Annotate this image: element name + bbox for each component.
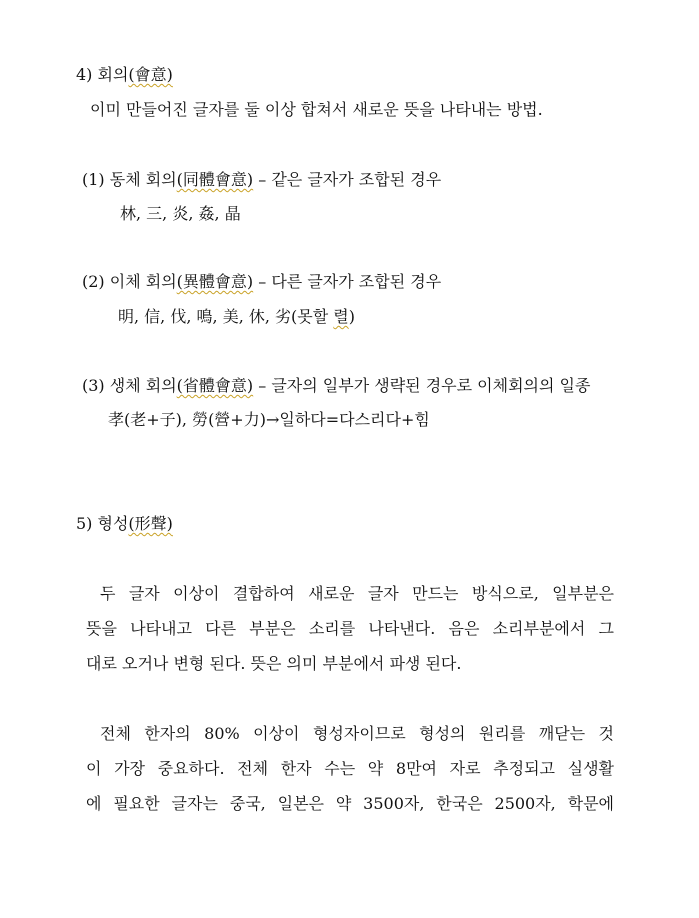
subsection-2-examples-squig: 렬	[333, 307, 349, 326]
paragraph-1-line-3: 대로 오거나 변형 된다. 뜻은 의미 부분에서 파생 된다.	[86, 654, 462, 673]
subsection-1-desc: – 같은 글자가 조합된 경우	[253, 170, 442, 189]
subsection-2-desc: – 다른 글자가 조합된 경우	[253, 272, 442, 291]
subsection-2-examples-end: )	[348, 307, 355, 326]
section-4-heading	[76, 63, 173, 87]
section-4-intro: 이미 만들어진 글자를 둘 이상 합쳐서 새로운 뜻을 나타내는 방법.	[90, 100, 543, 119]
subsection-2-hanja: (異體會意)	[176, 272, 254, 291]
paragraph-2-line-3: 에 필요한 글자는 중국, 일본은 약 3500자, 한국은 2500자, 학문에	[86, 794, 614, 813]
paragraph-2-line-1: 전체 한자의 80% 이상이 형성자이므로 형성의 원리를 깨닫는 것	[100, 724, 614, 743]
section-5-heading-text: 5) 형성	[76, 514, 129, 533]
subsection-1-examples: 林, 三, 炎, 姦, 晶	[120, 204, 241, 223]
subsection-3-label: (3) 생체 회의	[82, 376, 177, 395]
subsection-1-heading	[82, 168, 441, 192]
subsection-2-examples-text: 明, 信, 伐, 鳴, 美, 休, 劣(못할	[118, 307, 334, 326]
subsection-3-hanja: (省體會意)	[176, 376, 254, 395]
subsection-2-heading	[82, 270, 441, 294]
section-4-heading-hanja: (會意)	[128, 65, 173, 84]
paragraph-2-line-2: 이 가장 중요하다. 전체 한자 수는 약 8만여 자로 추정되고 실생활	[86, 759, 614, 778]
subsection-1-hanja: (同體會意)	[176, 170, 254, 189]
paragraph-1-line-2: 뜻을 나타내고 다른 부분은 소리를 나타낸다. 음은 소리부분에서 그	[86, 619, 614, 638]
subsection-3-desc: – 글자의 일부가 생략된 경우로 이체회의의 일종	[253, 376, 591, 395]
subsection-2-label: (2) 이체 회의	[82, 272, 177, 291]
subsection-1-label: (1) 동체 회의	[82, 170, 177, 189]
section-4-heading-text: 4) 회의	[76, 65, 129, 84]
section-5-heading	[76, 512, 173, 536]
subsection-3-examples: 孝(老+子), 勞(營+力)→일하다=다스리다+힘	[108, 410, 430, 429]
subsection-2-examples	[118, 305, 355, 329]
section-5-heading-hanja: (形聲)	[128, 514, 173, 533]
subsection-3-heading	[82, 374, 590, 398]
paragraph-1-line-1: 두 글자 이상이 결합하여 새로운 글자 만드는 방식으로, 일부분은	[100, 584, 614, 603]
